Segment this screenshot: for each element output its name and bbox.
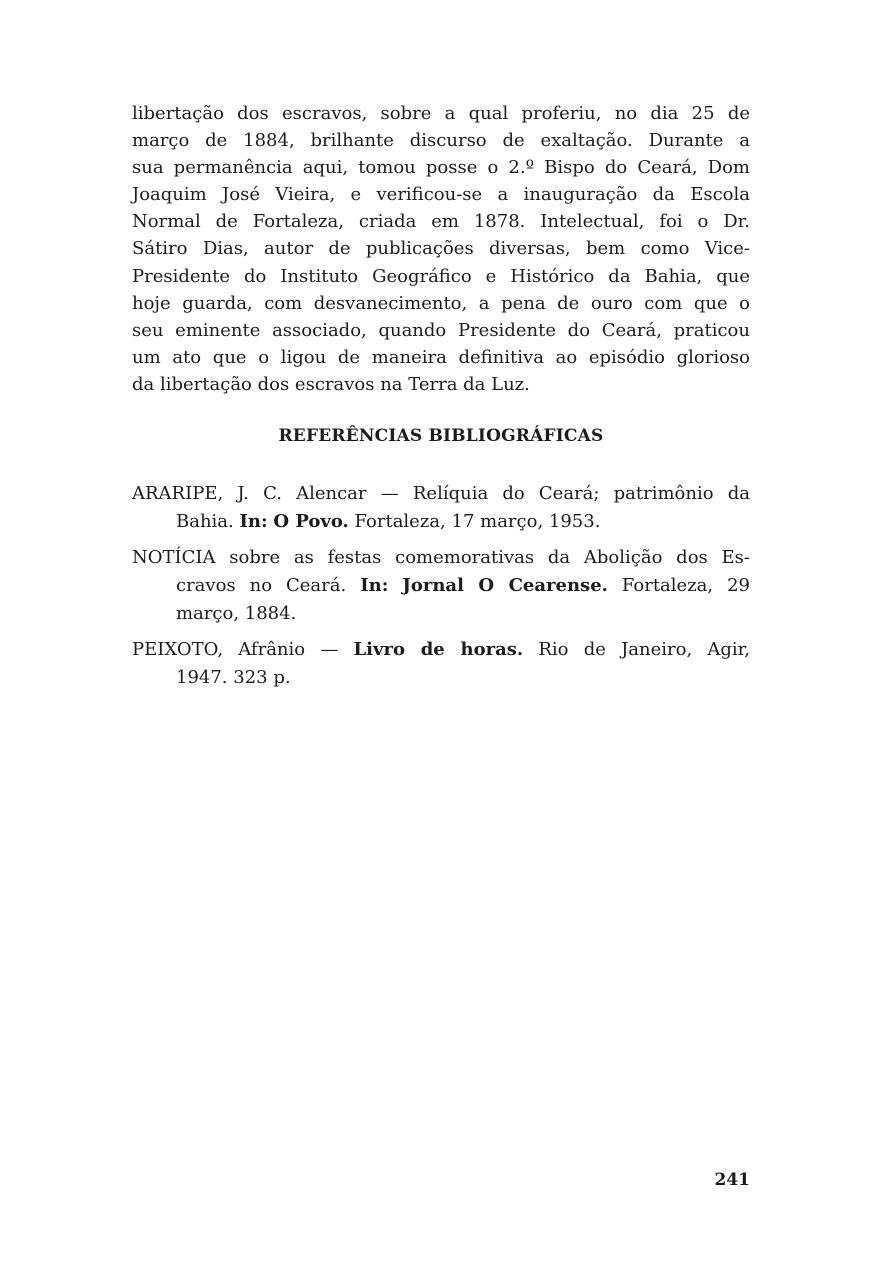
paragraph-line: sua permanência aqui, tomou posse o 2.º Bispo do Ceará, Dom <box>132 157 750 179</box>
reference-text: Bahia. <box>176 511 240 532</box>
reference-text: Fortaleza, 29 <box>607 575 751 596</box>
reference-title: Jornal O Cearense. <box>402 575 608 596</box>
paragraph-line: da libertação dos escravos na Terra da Luz. <box>132 373 530 395</box>
paragraph-line: Presidente do Instituto Geográfico e Histórico da Bahia, que <box>132 265 750 287</box>
paragraph-line: março de 1884, brilhante discurso de exaltação. Durante a <box>132 130 750 152</box>
reference-line: 1947. 323 p. <box>176 667 291 688</box>
reference-title: O Povo. <box>273 511 349 532</box>
reference-text: Fortaleza, 17 março, 1953. <box>348 511 601 532</box>
reference-line <box>132 636 750 664</box>
reference-entry <box>132 544 750 628</box>
references-heading: REFERÊNCIAS BIBLIOGRÁFICAS <box>278 426 604 446</box>
reference-text: PEIXOTO, Afrânio — <box>132 639 354 660</box>
reference-in-label: In: <box>360 575 389 596</box>
paragraph-line: hoje guarda, com desvanecimento, a pena de ouro com que o <box>132 292 750 314</box>
reference-text: Rio de Janeiro, Agir, <box>523 639 751 660</box>
reference-entry <box>132 636 750 692</box>
reference-in-label: In: <box>239 511 268 532</box>
reference-text: cravos no Ceará. <box>176 575 361 596</box>
paragraph-line: seu eminente associado, quando Presidente do Ceará, praticou <box>132 319 750 341</box>
reference-entry <box>132 480 750 536</box>
reference-line <box>132 572 750 600</box>
body-paragraph <box>132 100 750 398</box>
paragraph-line: um ato que o ligou de maneira definitiva ao episódio glorioso <box>132 346 750 368</box>
paragraph-line: libertação dos escravos, sobre a qual proferiu, no dia 25 de <box>132 103 750 124</box>
paragraph-line: Joaquim José Vieira, e verificou-se a inauguração da Escola <box>132 184 750 206</box>
reference-line: março, 1884. <box>176 603 297 624</box>
reference-text <box>388 575 402 596</box>
paragraph-line: Sátiro Dias, autor de publicações diversas, bem como Vice- <box>132 238 750 260</box>
reference-line: ARARIPE, J. C. Alencar — Relíquia do Ceará; patrimônio da <box>132 483 750 504</box>
page-number: 241 <box>714 1170 750 1190</box>
reference-list <box>132 480 750 700</box>
paragraph-line: Normal de Fortaleza, criada em 1878. Intelectual, foi o Dr. <box>132 211 750 233</box>
reference-title: Livro de horas. <box>353 639 524 660</box>
reference-line <box>132 508 750 536</box>
reference-line: NOTÍCIA sobre as festas comemorativas da Abolição dos Es- <box>132 547 750 568</box>
